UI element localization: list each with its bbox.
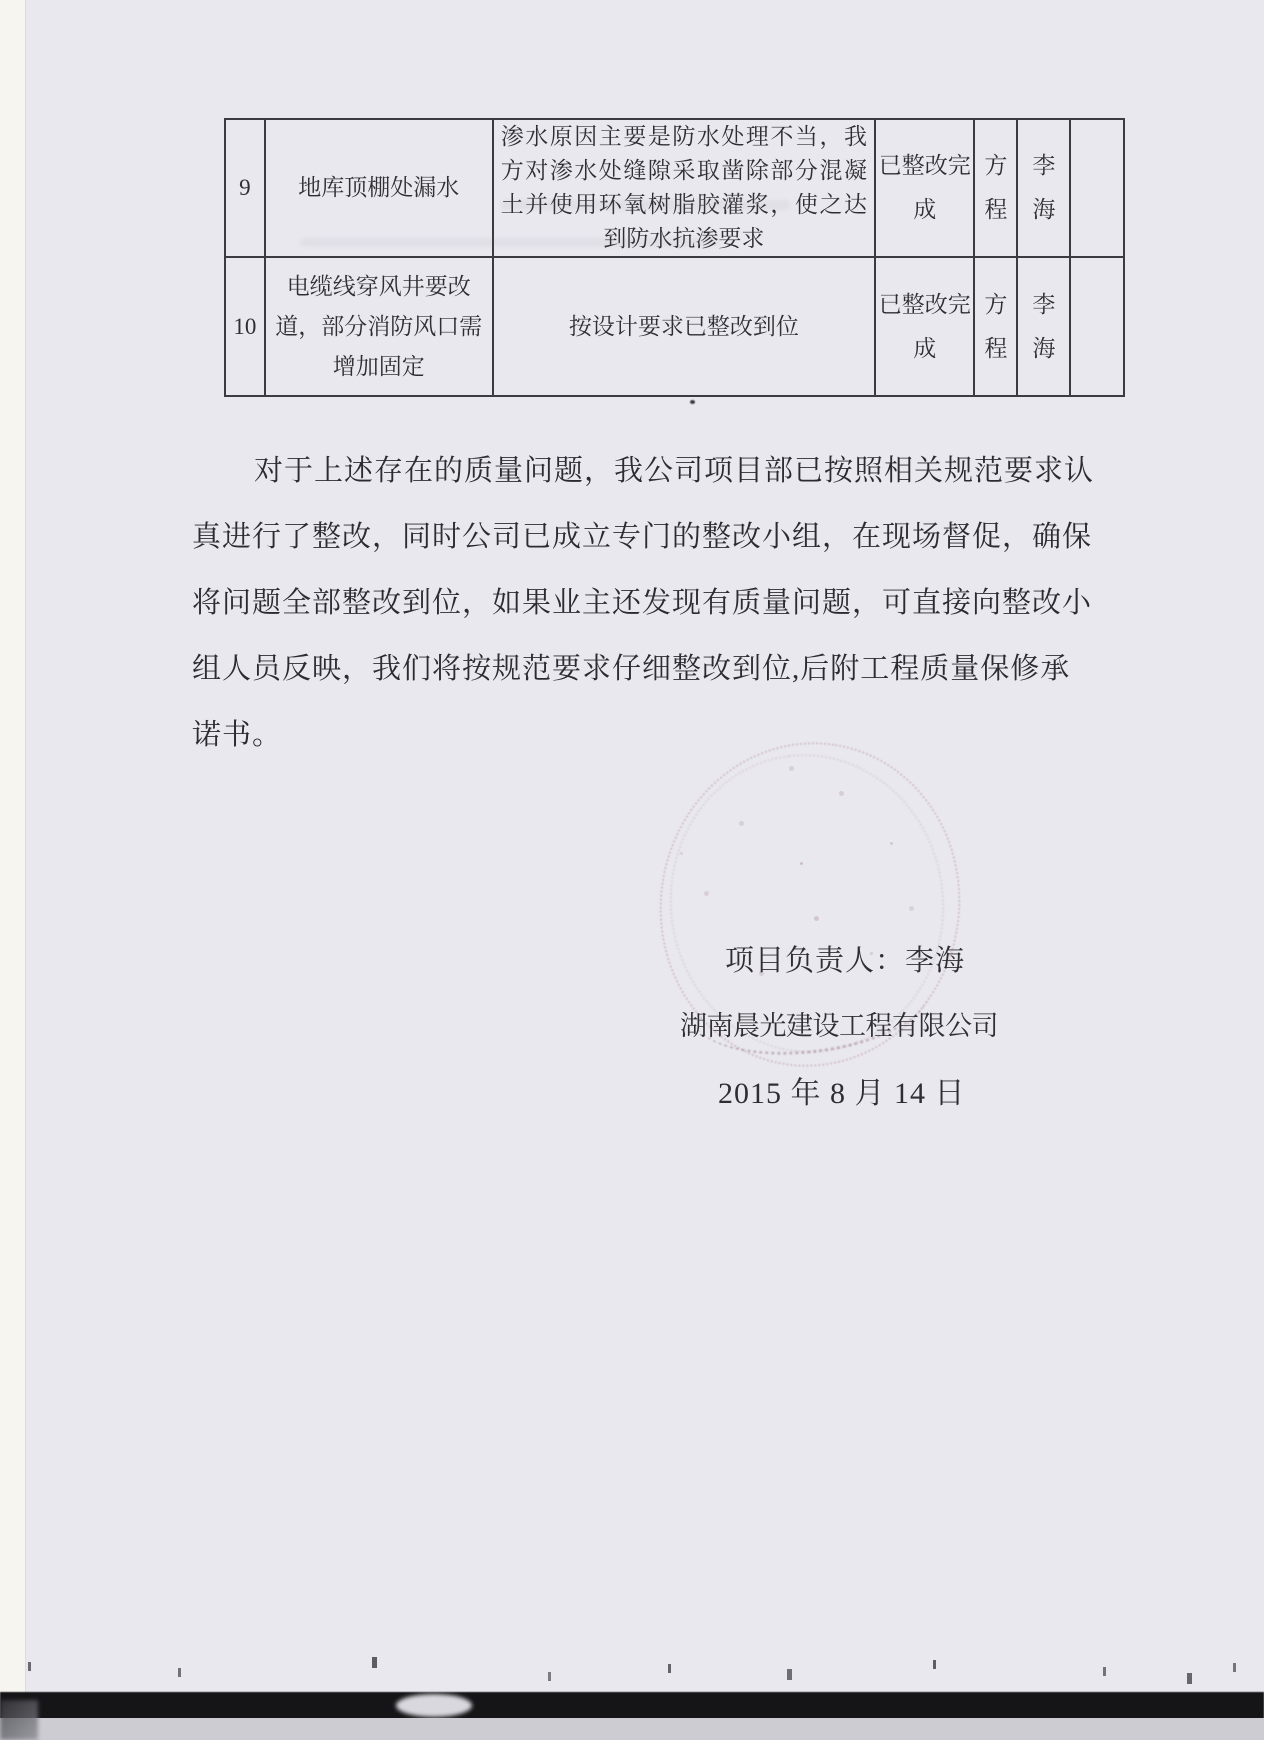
table-cell-signature-2: 李海 <box>1018 258 1071 395</box>
table-cell-signature-1: 方程 <box>975 120 1018 256</box>
table-cell-measure <box>494 120 876 256</box>
table-cell-signature-1: 方程 <box>975 258 1018 395</box>
table-cell-number: 10 <box>226 258 266 395</box>
stamp-speckle-icon <box>800 862 803 865</box>
scan-dot-artifact <box>690 400 695 404</box>
table-cell-extra <box>1071 120 1123 256</box>
scan-noise-specks <box>28 1662 31 1671</box>
table-cell-number: 9 <box>226 120 266 256</box>
scan-smudge <box>300 238 720 247</box>
scan-artifact-lower-edge <box>0 1718 1264 1740</box>
measure-text: 渗水原因主要是防水处理不当，我方对渗水处缝隙采取凿除部分混凝土并使用环氧树脂胶灌浆，使之达到防水抗渗要求 <box>500 124 867 251</box>
paragraph-line: 诺书。 <box>192 719 283 751</box>
scan-smudge <box>500 200 790 210</box>
table-cell-measure: 按设计要求已整改到位 <box>494 258 876 395</box>
scan-edge-strip <box>0 0 26 1695</box>
signature-date: 2015 年 8 月 14 日 <box>718 1077 966 1110</box>
paragraph-line: 对于上述存在的质量问题，我公司项目部已按照相关规范要求认 <box>254 455 1095 487</box>
paragraph-line: 将问题全部整改到位，如果业主还发现有质量问题，可直接向整改小 <box>192 587 1093 619</box>
signature-company-name: 湖南晨光建设工程有限公司 <box>680 1011 998 1041</box>
paragraph-line: 组人员反映，我们将按规范要求仔细整改到位,后附工程质量保修承 <box>192 653 1071 685</box>
table-cell-status: 已整改完成 <box>876 258 976 395</box>
scan-artifact-black-band <box>0 1692 1264 1719</box>
paragraph-line: 真进行了整改，同时公司已成立专门的整改小组，在现场督促，确保 <box>192 521 1093 553</box>
signature-responsible-person: 项目负责人：李海 <box>725 945 966 977</box>
scan-artifact-corner <box>0 1700 38 1740</box>
table-cell-extra <box>1071 258 1123 395</box>
table-cell-status: 已整改完成 <box>876 120 976 256</box>
table-cell-issue: 地库顶棚处漏水 <box>266 120 494 256</box>
table-cell-issue: 电缆线穿风井要改道，部分消防风口需增加固定 <box>266 258 494 395</box>
rectification-table <box>224 118 1125 397</box>
table-cell-signature-2: 李海 <box>1018 120 1071 256</box>
table-row <box>226 258 1123 395</box>
scan-artifact-band-gap <box>396 1694 472 1717</box>
